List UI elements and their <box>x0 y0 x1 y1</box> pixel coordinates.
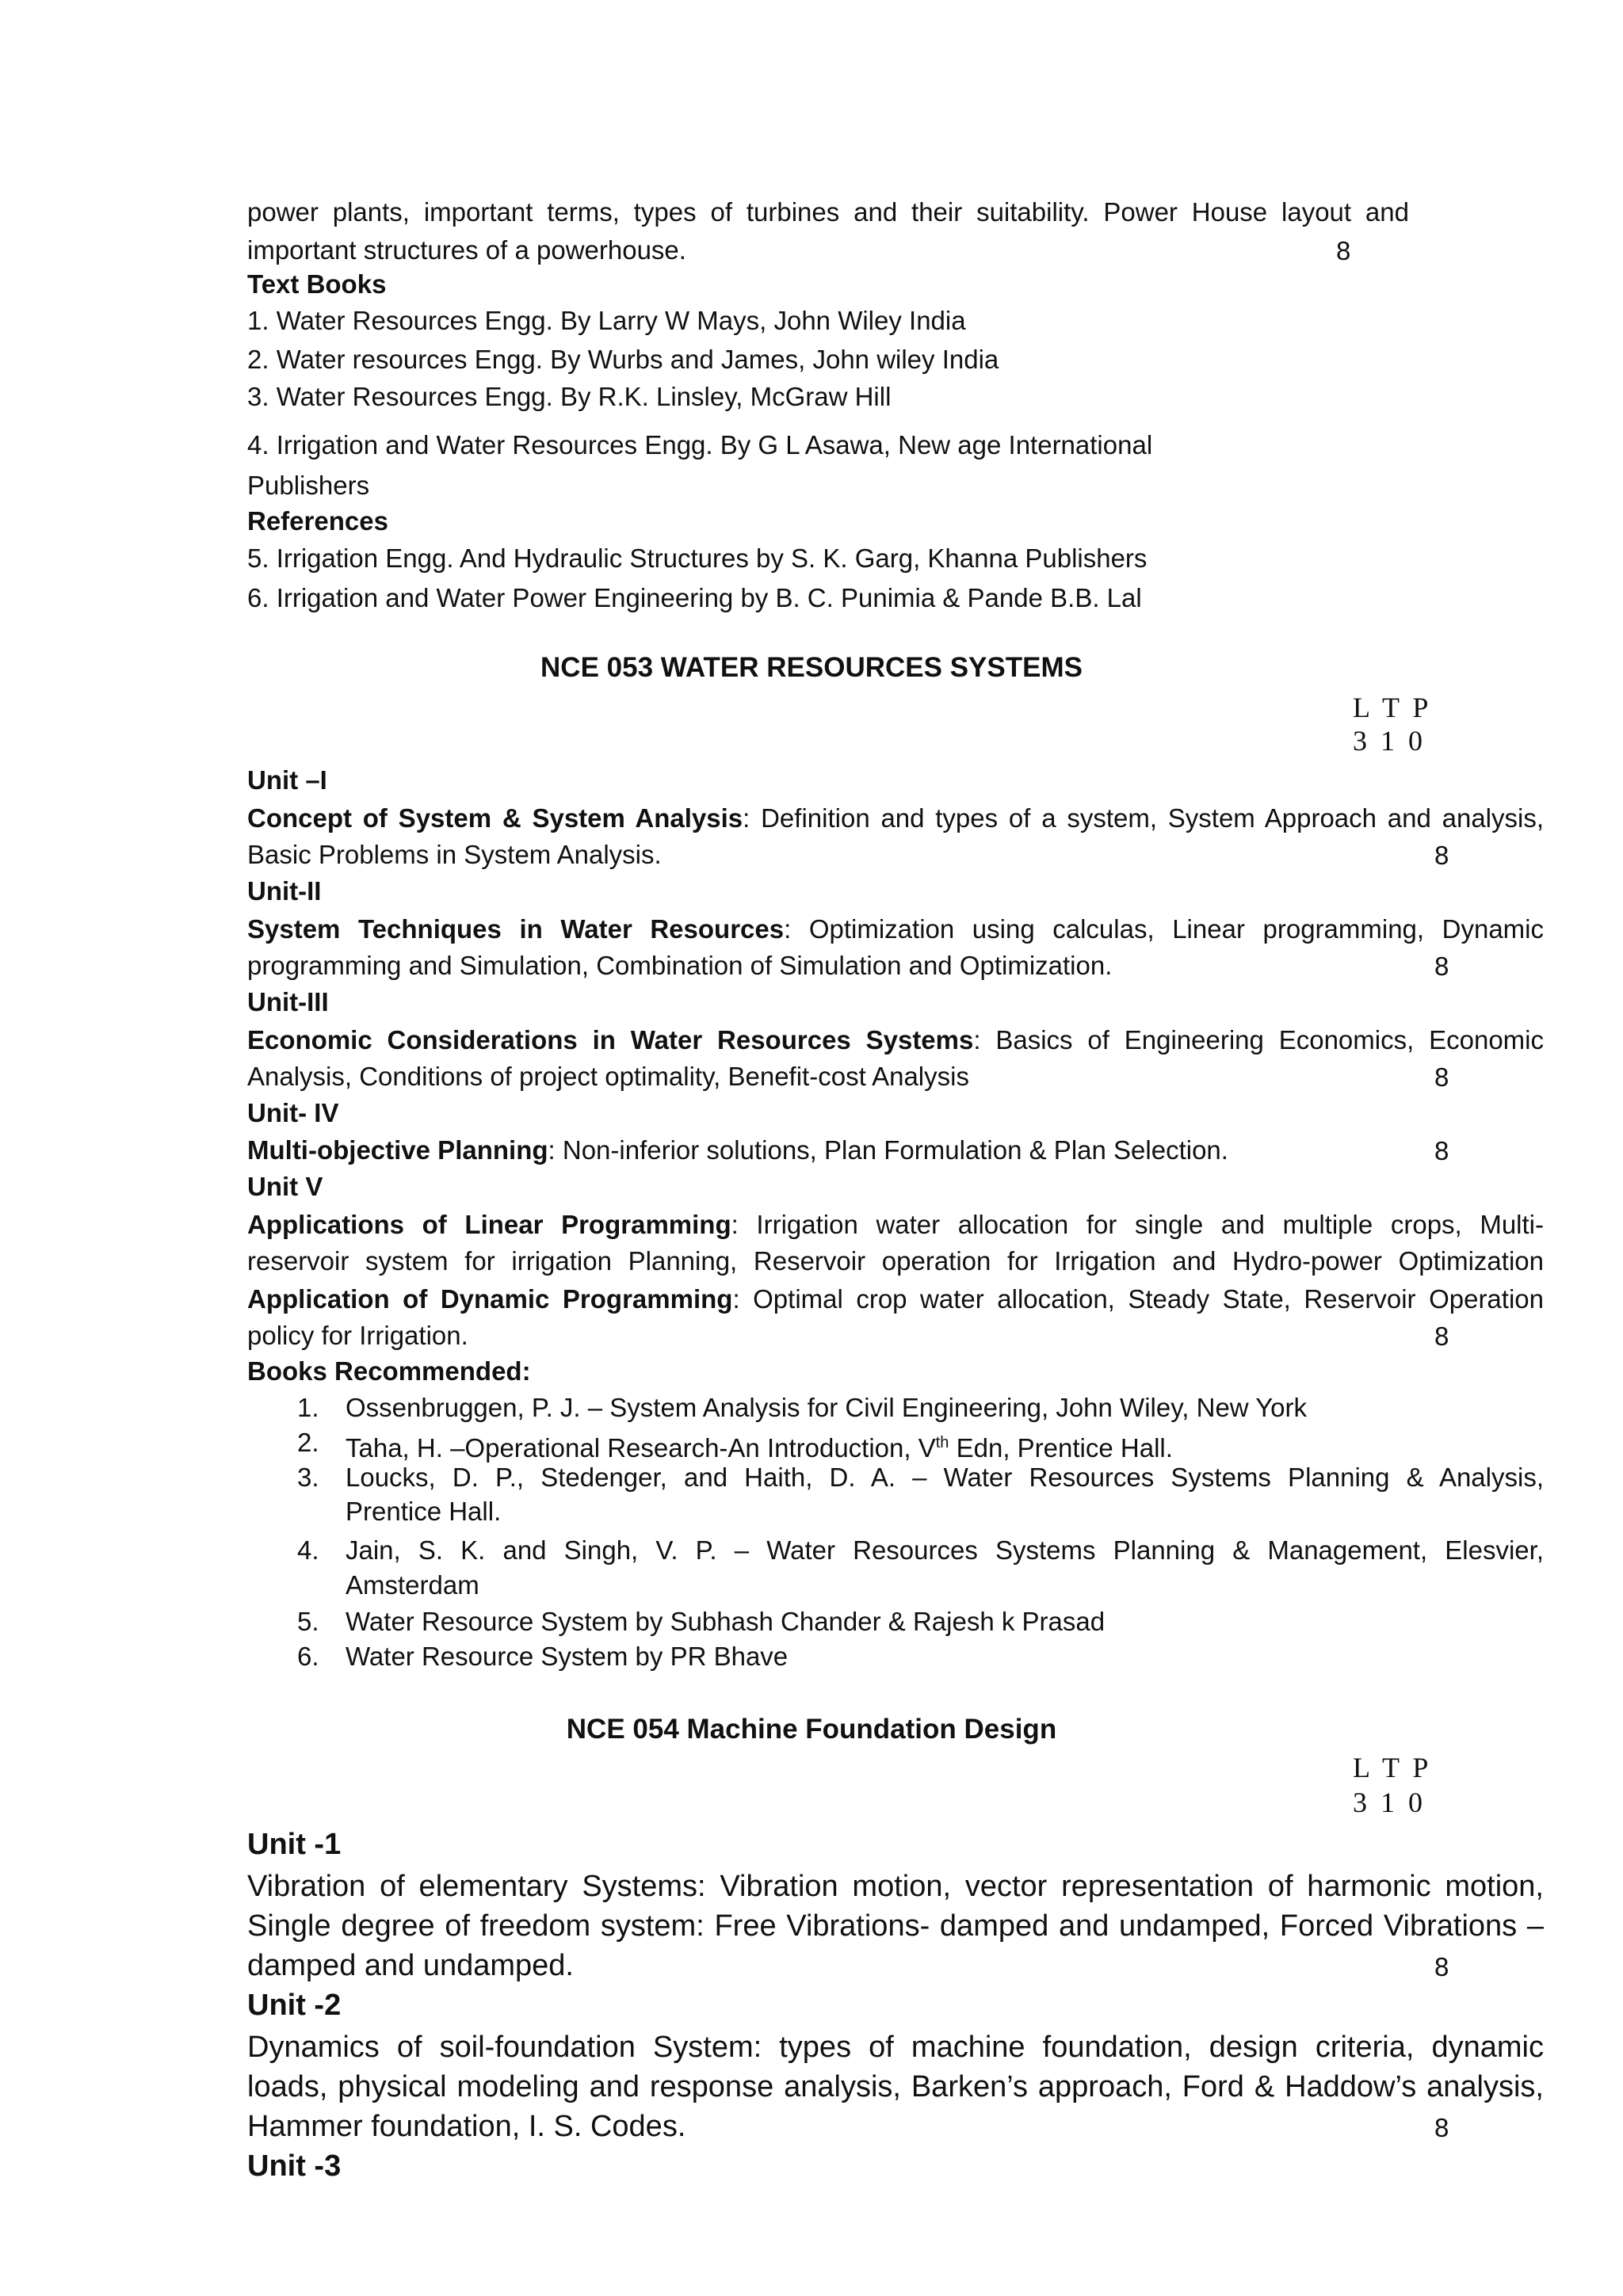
marks: 8 <box>1336 236 1351 265</box>
marks: 8 <box>1434 841 1449 870</box>
list-item: Water Resource System by PR Bhave <box>346 1642 789 1671</box>
section-heading-references: References <box>247 506 388 536</box>
unit-text: Basic Problems in System Analysis. <box>247 840 662 869</box>
list-number: 2. <box>297 1428 319 1457</box>
list-item: 6. Irrigation and Water Power Engineering by B. C. Punimia & Pande B.B. Lal <box>247 583 1142 612</box>
unit-label: Unit -1 <box>247 1828 342 1861</box>
ltp-label: L T P <box>1353 692 1432 723</box>
list-item: Publishers <box>247 471 370 500</box>
unit-text: Economic Considerations in Water Resources Systems: Basics of Engineering Economics, Economic <box>247 1025 1544 1055</box>
list-number: 5. <box>297 1607 319 1636</box>
marks: 8 <box>1434 1322 1449 1351</box>
list-item: 4. Irrigation and Water Resources Engg. By G L Asawa, New age International <box>247 430 1153 460</box>
course-title-nce053: NCE 053 WATER RESOURCES SYSTEMS <box>540 652 1083 683</box>
unit-text: Single degree of freedom system: Free Vibrations- damped and undamped, Forced Vibrations – <box>247 1909 1544 1943</box>
list-item: Ossenbruggen, P. J. – System Analysis for Civil Engineering, John Wiley, New York <box>346 1393 1308 1422</box>
unit-text: Hammer foundation, I. S. Codes. <box>247 2110 686 2143</box>
marks: 8 <box>1434 1952 1449 1981</box>
unit-text: policy for Irrigation. <box>247 1321 468 1350</box>
list-item: 2. Water resources Engg. By Wurbs and James, John wiley India <box>247 345 999 374</box>
unit-text: Concept of System & System Analysis: Definition and types of a system, System Approach and analysis, <box>247 803 1544 833</box>
marks: 8 <box>1434 2113 1449 2142</box>
list-item: 3. Water Resources Engg. By R.K. Linsley, McGraw Hill <box>247 382 892 411</box>
list-number: 3. <box>297 1463 319 1492</box>
list-item: Loucks, D. P., Stedenger, and Haith, D. A. – Water Resources Systems Planning & Analysis, <box>346 1463 1544 1492</box>
list-number: 1. <box>297 1393 319 1422</box>
list-item: Jain, S. K. and Singh, V. P. – Water Resources Systems Planning & Management, Elesvier, <box>346 1535 1544 1565</box>
list-item-cont: Prentice Hall. <box>346 1497 502 1526</box>
list-item: Taha, H. –Operational Research-An Introduction, Vth Edn, Prentice Hall. <box>346 1433 1173 1463</box>
unit-text: programming and Simulation, Combination of Simulation and Optimization. <box>247 951 1113 980</box>
marks: 8 <box>1434 1062 1449 1092</box>
unit-text: Vibration of elementary Systems: Vibration motion, vector representation of harmonic motion, <box>247 1870 1544 1903</box>
unit-label: Unit -2 <box>247 1989 342 2022</box>
section-heading-text-books: Text Books <box>247 269 387 299</box>
unit-label: Unit- IV <box>247 1098 339 1127</box>
list-item: Water Resource System by Subhash Chander & Rajesh k Prasad <box>346 1607 1106 1636</box>
ltp-values: 3 1 0 <box>1353 725 1426 757</box>
list-number: 6. <box>297 1642 319 1671</box>
ltp-label: L T P <box>1353 1752 1432 1783</box>
list-item-cont: Amsterdam <box>346 1570 479 1600</box>
unit-text: Dynamics of soil-foundation System: types of machine foundation, design criteria, dynamic <box>247 2031 1544 2064</box>
paragraph-line: important structures of a powerhouse. <box>247 235 686 265</box>
paragraph-line: power plants, important terms, types of turbines and their suitability. Power House layout and <box>247 197 1409 227</box>
section-heading-books: Books Recommended: <box>247 1356 531 1386</box>
list-number: 4. <box>297 1535 319 1565</box>
unit-label: Unit V <box>247 1172 323 1201</box>
unit-text: loads, physical modeling and response analysis, Barken’s approach, Ford & Haddow’s analysis, <box>247 2070 1544 2103</box>
unit-text: damped and undamped. <box>247 1949 574 1982</box>
unit-text: System Techniques in Water Resources: Optimization using calculas, Linear programming, Dynamic <box>247 914 1544 944</box>
ltp-values: 3 1 0 <box>1353 1787 1426 1818</box>
unit-text: Analysis, Conditions of project optimality, Benefit-cost Analysis <box>247 1062 969 1091</box>
marks: 8 <box>1434 952 1449 981</box>
list-item: 5. Irrigation Engg. And Hydraulic Structures by S. K. Garg, Khanna Publishers <box>247 543 1148 573</box>
list-item: 1. Water Resources Engg. By Larry W Mays, John Wiley India <box>247 306 966 335</box>
unit-text: reservoir system for irrigation Planning, Reservoir operation for Irrigation and Hydro-power Optimization <box>247 1246 1544 1276</box>
unit-text: Applications of Linear Programming: Irrigation water allocation for single and multiple crops, Multi- <box>247 1210 1545 1239</box>
unit-label: Unit-II <box>247 876 322 906</box>
course-title-nce054: NCE 054 Machine Foundation Design <box>566 1714 1057 1745</box>
marks: 8 <box>1434 1136 1449 1165</box>
unit-text: Multi-objective Planning: Non-inferior solutions, Plan Formulation & Plan Selection. <box>247 1135 1228 1165</box>
unit-label: Unit -3 <box>247 2149 342 2183</box>
unit-label: Unit –I <box>247 765 327 795</box>
unit-text: Application of Dynamic Programming: Optimal crop water allocation, Steady State, Reservoir Operation <box>247 1284 1544 1314</box>
unit-label: Unit-III <box>247 987 329 1016</box>
